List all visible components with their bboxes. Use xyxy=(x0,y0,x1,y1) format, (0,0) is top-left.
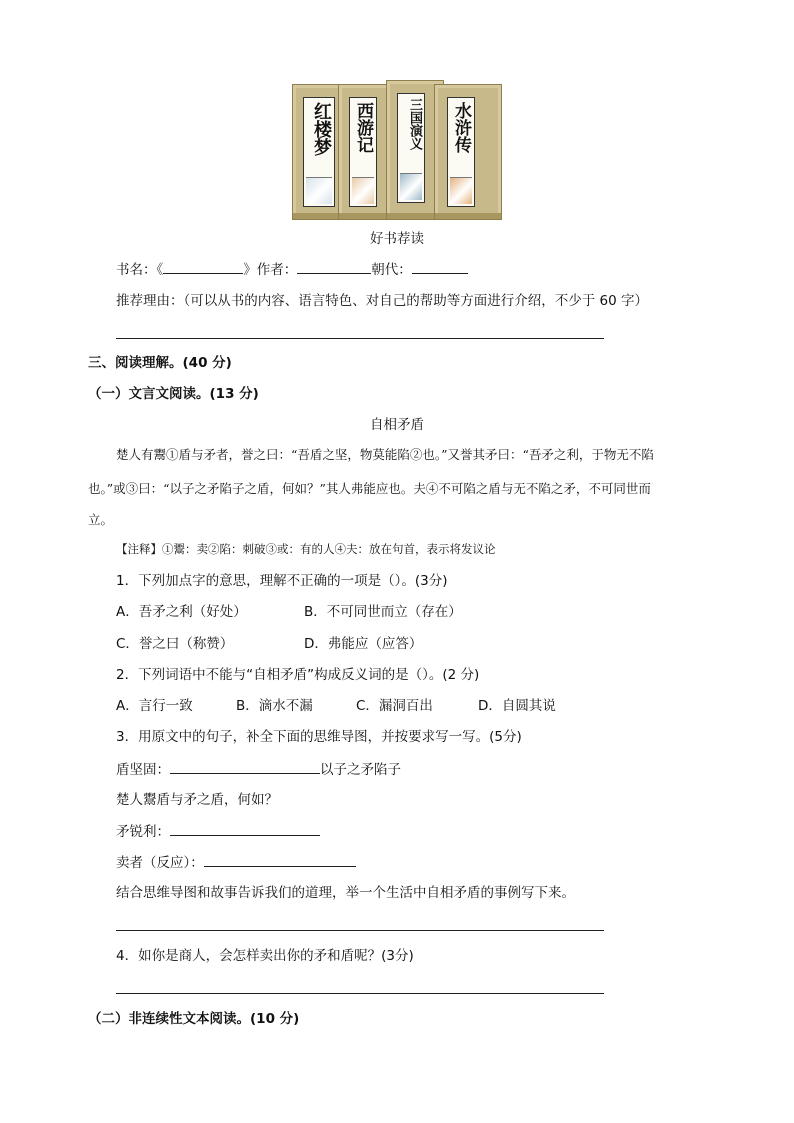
q2-option-a[interactable]: A．言行一致 xyxy=(116,698,193,714)
books-illustration xyxy=(290,84,504,218)
q3-spear-row xyxy=(116,821,320,842)
q3-spear-blank[interactable] xyxy=(170,821,320,836)
q1-option-d[interactable]: D．弗能应（应答） xyxy=(304,636,423,652)
passage-notes: 【注释】①鬻：卖②陷：刺破③或：有的人④夫：放在句首，表示将发议论 xyxy=(116,542,496,556)
book-title: 水浒传 xyxy=(451,102,471,153)
part-heading: （一）文言文阅读。(13 分) xyxy=(88,386,259,402)
book-title: 三国演义 xyxy=(407,98,422,150)
q3-shield-row xyxy=(116,759,401,780)
q3-seller-label: 卖者（反应）： xyxy=(116,855,204,871)
passage-line: 楚人有鬻①盾与矛者，誉之曰：“吾盾之坚，物莫能陷②也。”又誉其矛曰：“吾矛之利，于物无不陷 xyxy=(116,447,654,462)
q4-answer-line[interactable] xyxy=(116,993,604,994)
book-label xyxy=(303,97,335,207)
author-label: 》作者： xyxy=(243,262,298,278)
question-1: 1．下列加点字的意思，理解不正确的一项是（）。(3分) xyxy=(116,573,448,589)
book-info-row xyxy=(116,259,468,280)
question-2: 2．下列词语中不能与“自相矛盾”构成反义词的是（）。(2 分) xyxy=(116,667,480,683)
dynasty-label: 朝代： xyxy=(371,262,412,278)
q2-option-c[interactable]: C．漏洞百出 xyxy=(356,698,433,714)
passage-title: 自相矛盾 xyxy=(370,417,424,433)
q3-seller-blank[interactable] xyxy=(204,852,356,867)
book-label xyxy=(349,97,377,207)
q3-shield-label: 盾坚固： xyxy=(116,762,170,778)
book-name-blank[interactable] xyxy=(163,259,243,274)
book-name-label: 书名：《 xyxy=(116,262,164,278)
book-cover-picture xyxy=(450,177,472,204)
book-cover-picture xyxy=(400,173,422,200)
q3-answer-line[interactable] xyxy=(116,930,604,931)
q3-seller-row xyxy=(116,852,356,873)
author-blank[interactable] xyxy=(297,259,371,274)
book-cover-picture xyxy=(352,177,374,204)
q3-shield-blank[interactable] xyxy=(170,759,320,774)
q3-spear-label: 矛锐利： xyxy=(116,824,170,840)
reason-answer-line[interactable] xyxy=(116,338,604,339)
book-label xyxy=(397,93,425,203)
q2-option-b[interactable]: B．滴水不漏 xyxy=(236,698,313,714)
book-label xyxy=(447,97,475,207)
book-cover xyxy=(434,84,502,220)
q3-question: 楚人鬻盾与矛之盾，何如？ xyxy=(116,792,278,808)
illustration-caption: 好书荐读 xyxy=(370,231,424,247)
question-4: 4．如你是商人，会怎样卖出你的矛和盾呢？(3分) xyxy=(116,948,414,964)
reason-label: 推荐理由：（可以从书的内容、语言特色、对自己的帮助等方面进行介绍，不少于 60 字） xyxy=(116,293,649,309)
q3-prompt: 结合思维导图和故事告诉我们的道理，举一个生活中自相矛盾的事例写下来。 xyxy=(116,885,575,901)
book-cover-picture xyxy=(306,177,332,204)
dynasty-blank[interactable] xyxy=(412,259,468,274)
q1-option-b[interactable]: B．不可同世而立（存在） xyxy=(304,604,462,620)
passage-line: 也。”或③曰：“以子之矛陷子之盾，何如？”其人弗能应也。夫④不可陷之盾与无不陷之矛，不可同世而 xyxy=(88,481,651,496)
part-heading: （二）非连续性文本阅读。(10 分) xyxy=(88,1011,300,1027)
q2-option-d[interactable]: D．自圆其说 xyxy=(478,698,556,714)
passage-line: 立。 xyxy=(88,512,114,527)
q3-shield-tail: 以子之矛陷子 xyxy=(320,762,401,778)
question-3: 3．用原文中的句子，补全下面的思维导图，并按要求写一写。(5分) xyxy=(116,729,522,745)
book-title: 西游记 xyxy=(353,102,373,153)
section-heading: 三、阅读理解。(40 分) xyxy=(88,355,232,371)
book-title: 红楼梦 xyxy=(311,102,332,156)
q1-option-c[interactable]: C．誉之曰（称赞） xyxy=(116,636,234,652)
q1-option-a[interactable]: A．吾矛之利（好处） xyxy=(116,604,247,620)
